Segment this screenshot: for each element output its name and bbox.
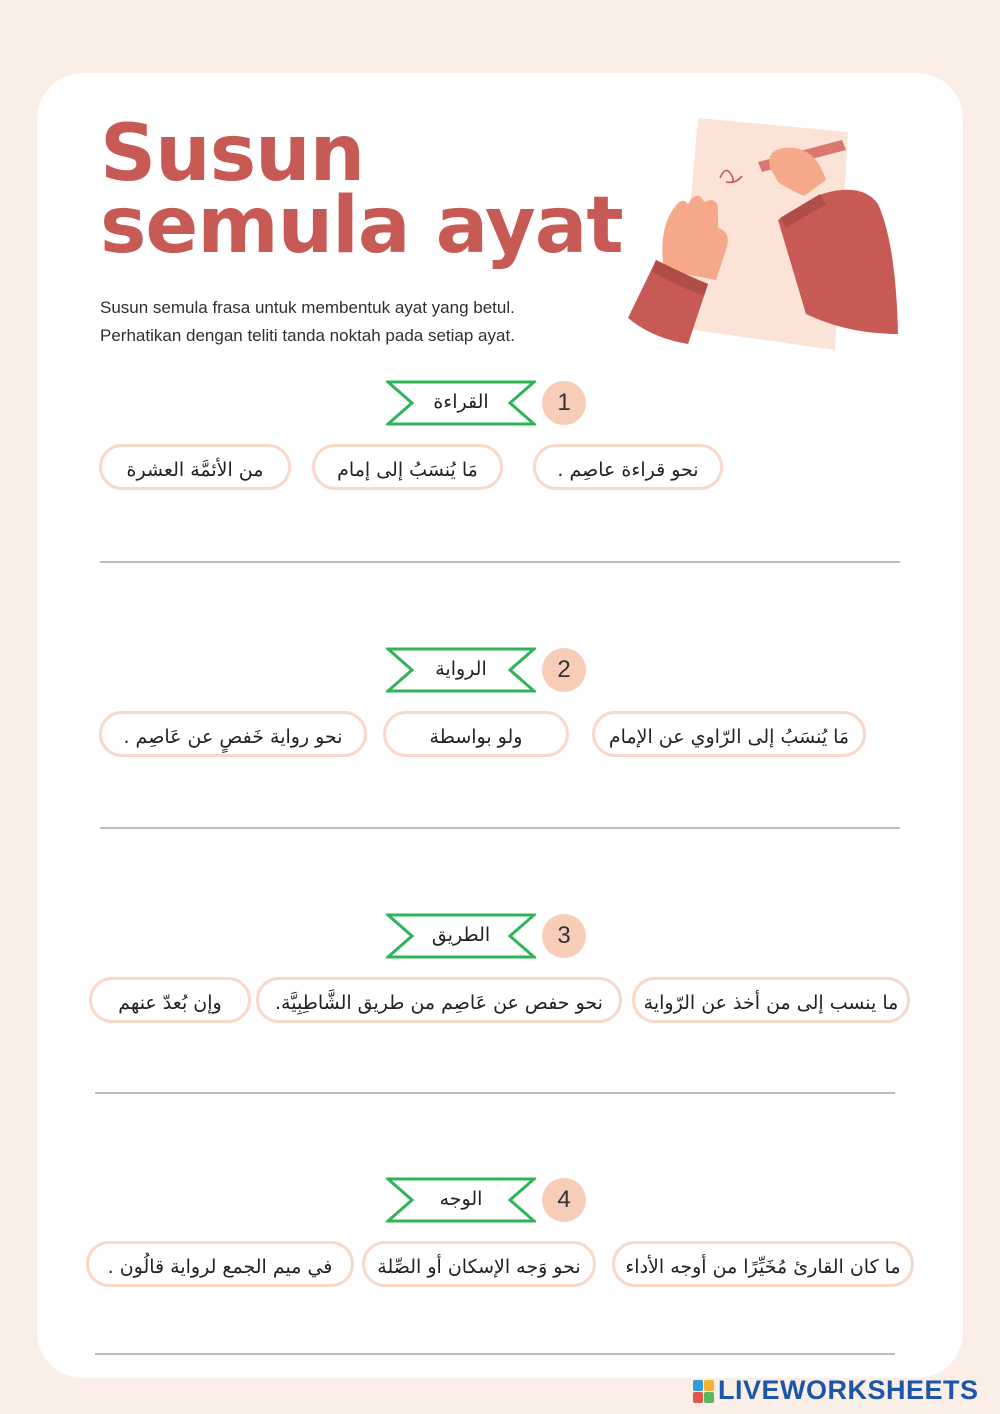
instructions-line-1: Susun semula frasa untuk membentuk ayat yang betul. [100, 298, 515, 317]
question-number: 2 [542, 648, 586, 692]
phrase-tile[interactable]: مَا يُنسَبُ إلى الرّاوي عن الإمام [592, 711, 866, 757]
logo-grid-icon [693, 1380, 715, 1404]
phrase-tile[interactable]: نحو حفص عن عَاصِم من طريق الشَّاطِبِيَّة. [256, 977, 622, 1023]
question-section-4 [0, 1177, 1000, 1377]
section-heading: الطريق [431, 924, 491, 946]
answer-line [95, 1353, 895, 1355]
worksheet-title [100, 109, 623, 271]
question-section-1 [0, 380, 1000, 580]
liveworksheets-logo [693, 1374, 979, 1406]
phrase-tile[interactable]: من الأئمَّة العشرة [99, 444, 291, 490]
phrase-tile[interactable]: ما كان القارئ مُخَيِّرًا من أوجه الأداء [612, 1241, 914, 1287]
phrase-tile[interactable]: مَا يُنسَبُ إلى إمام [312, 444, 503, 490]
phrase-tile[interactable]: نحو رواية خَفصٍ عن عَاصِم . [99, 711, 367, 757]
phrase-tile[interactable]: وإن بُعدّ عنهم [89, 977, 251, 1023]
section-heading: الوجه [439, 1188, 483, 1210]
phrase-tile[interactable]: نحو وَجه الإسكان أو الصِّلة [362, 1241, 596, 1287]
logo-text: LIVEWORKSHEETS [718, 1375, 979, 1405]
phrase-tile[interactable]: نحو قراءة عاصِم . [533, 444, 723, 490]
section-heading: الرواية [435, 658, 487, 680]
section-heading: القراءة [433, 391, 489, 413]
title-line-1: Susun [100, 109, 365, 199]
title-line-2: semula ayat [100, 181, 623, 271]
heading-banner [386, 380, 536, 426]
heading-banner [386, 913, 536, 959]
question-number: 3 [542, 914, 586, 958]
question-number: 4 [542, 1178, 586, 1222]
phrase-tile[interactable]: ولو بواسطة [383, 711, 569, 757]
instructions [100, 294, 660, 350]
writing-hands-illustration [620, 110, 910, 360]
phrase-tile[interactable]: ما ينسب إلى من أخذ عن الرّواية [632, 977, 910, 1023]
instructions-line-2: Perhatikan dengan teliti tanda noktah pada setiap ayat. [100, 326, 515, 345]
heading-banner [386, 647, 536, 693]
question-section-2 [0, 647, 1000, 847]
question-number: 1 [542, 381, 586, 425]
heading-banner [386, 1177, 536, 1223]
phrase-tile[interactable]: في ميم الجمع لرواية قالُون . [86, 1241, 354, 1287]
answer-line [100, 827, 900, 829]
answer-line [100, 561, 900, 563]
answer-line [95, 1092, 895, 1094]
question-section-3 [0, 913, 1000, 1113]
